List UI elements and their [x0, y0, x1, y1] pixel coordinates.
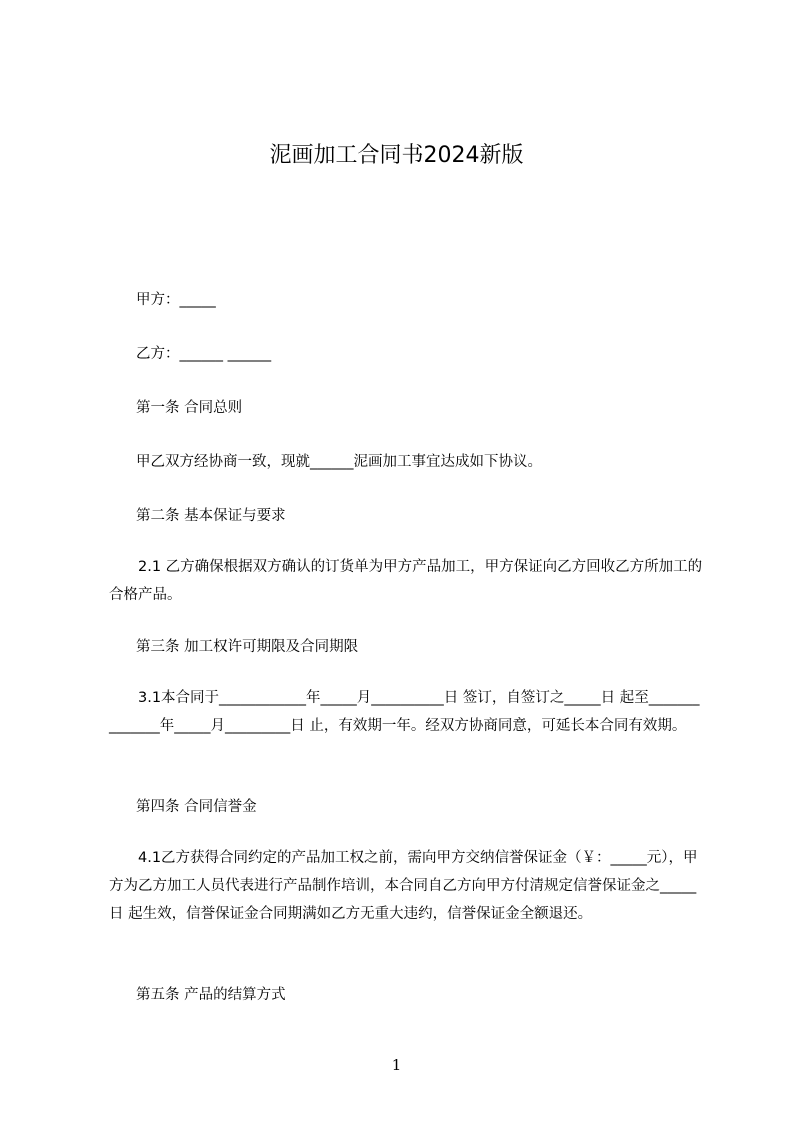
clause-2-1 — [109, 553, 704, 609]
clause-4-1 — [109, 844, 704, 928]
document-title: 泥画加工合同书2024新版 — [269, 143, 524, 168]
article-3-heading: 第三条 加工权许可期限及合同期限 — [136, 639, 359, 655]
article-1-text: 甲乙双方经协商一致，现就______泥画加工事宜达成如下协议。 — [136, 454, 542, 470]
page-number: 1 — [391, 1056, 402, 1074]
article-5-heading: 第五条 产品的结算方式 — [136, 987, 286, 1003]
clause-3-1 — [109, 684, 704, 740]
party-a-line: 甲方：_____ — [136, 292, 216, 308]
clause-2-1-text: 2.1 乙方确保根据双方确认的订货单为甲方产品加工，甲方保证向乙方回收乙方所加工的合格产品。 — [109, 559, 703, 603]
article-4-heading: 第四条 合同信誉金 — [136, 799, 257, 815]
article-2-heading: 第二条 基本保证与要求 — [136, 508, 286, 524]
clause-3-1-text: 3.1本合同于____________年_____月__________日 签订，自签订之_____日 起至______________年_____月_________日 止，有效期一年。经双方协商同意，可延长本合同有效期。 — [109, 690, 700, 734]
clause-4-1-text: 4.1乙方获得合同约定的产品加工权之前，需向甲方交纳信誉保证金（￥：_____元），甲方为乙方加工人员代表进行产品制作培训，本合同自乙方向甲方付清规定信誉保证金之_____日 起生效，信誉保证金合同期满如乙方无重大违约，信誉保证金全额退还。 — [109, 850, 698, 922]
article-1-heading: 第一条 合同总则 — [136, 400, 243, 416]
party-b-line: 乙方：______ ______ — [136, 346, 272, 362]
